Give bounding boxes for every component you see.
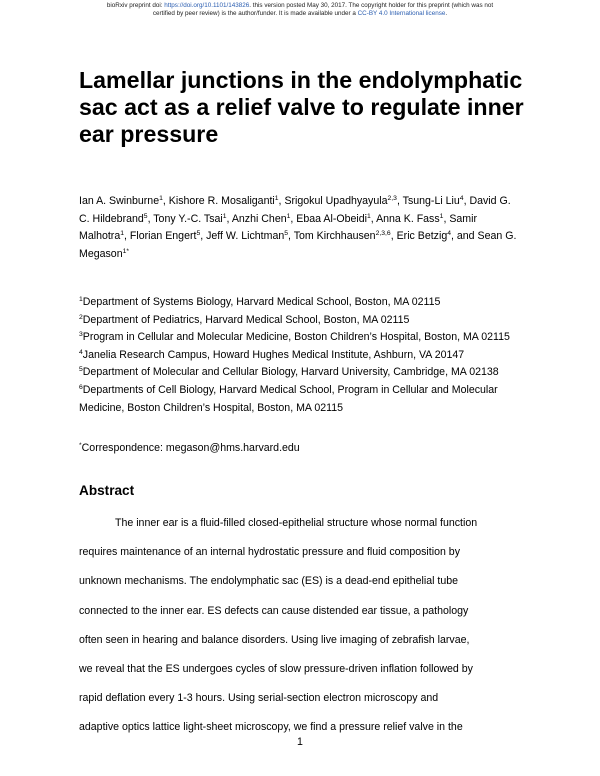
affiliation-text: Department of Molecular and Cellular Biology, Harvard University, Cambridge, MA 02138 [82, 366, 499, 379]
affiliation-text: Program in Cellular and Molecular Medicine, Boston Children’s Hospital, Boston, MA 02115 [82, 331, 510, 344]
affiliation-item [79, 312, 524, 330]
abstract-line: rapid deflation every 1-3 hours. Using serial-section electron microscopy and [79, 692, 439, 705]
correspondence-text: Correspondence: megason@hms.harvard.edu [81, 442, 300, 454]
author-name: Jeff W. Lichtman [206, 230, 285, 243]
preprint-prefix: bioRxiv preprint doi: [106, 2, 165, 9]
author-name: Florian Engert [129, 230, 197, 243]
author-affiliation-mark: 1 [120, 230, 124, 238]
preprint-line2: certified by peer review) is the author/funder. It is made available under a [152, 10, 358, 18]
author-affiliation-mark: 5 [143, 212, 148, 220]
affiliation-number: 5 [79, 366, 83, 374]
preprint-notice [0, 2, 600, 19]
affiliation-item [79, 364, 524, 382]
author-affiliation-mark: 1 [159, 195, 163, 202]
author-name: Tom Kirchhausen [293, 230, 376, 243]
preprint-end: . [445, 10, 448, 18]
affiliation-list [79, 294, 524, 417]
author-name: Kishore R. Mosaliganti [168, 195, 275, 207]
author-list: Ian A. Swinburne$^1$, Kishore R. Mosaliganti$^1$, Srigokul Upadhyayula$^{2,3}$, Tsung-Li Liu$^4$, David G. C. Hildebrand$^5$, Tony Y.-C. Tsai$^1$, Anzhi Chen$^1$, Ebaa Al-Obeidi$^1$, Anna K. Fass$^1$, Samir Malhotra$^1$, Florian Engert$^5$, Jeff W. Lichtman$^5$, Tom Kirchhausen$^{2,3,6}$, Eric Betzig$^4$, and Sean G. Megason$^{1*}$ [79, 195, 517, 260]
abstract-line: unknown mechanisms. The endolymphatic sac (ES) is a dead-end epithelial tube [79, 575, 459, 588]
author-name: Eric Betzig [396, 230, 448, 243]
author-name: Sean G. Megason [79, 230, 517, 260]
affiliation-item [79, 347, 524, 365]
author-affiliation-mark: 5 [284, 230, 289, 238]
author-affiliation-mark: 2,3,6 [375, 230, 391, 238]
doi-link[interactable]: https://doi.org/10.1101/143826 [164, 2, 250, 9]
author-name: Ian A. Swinburne [79, 195, 160, 207]
abstract-line: adaptive optics lattice light-sheet microscopy, we find a pressure relief valve in the [79, 721, 463, 734]
author-name: Srigokul Upadhyayula [284, 195, 388, 207]
correspondence-mark: * [79, 442, 82, 449]
author-affiliation-mark: 1 [222, 212, 227, 220]
page-number: 1 [297, 736, 303, 748]
affiliation-number: 2 [79, 313, 83, 321]
abstract-line: often seen in hearing and balance disorders. Using live imaging of zebrafish larvae, [79, 633, 470, 646]
affiliation-number: 1 [79, 296, 83, 303]
author-name: Tony Y.-C. Tsai [153, 212, 223, 225]
affiliation-text: Department of Systems Biology, Harvard Medical School, Boston, MA 02115 [82, 296, 441, 308]
abstract-line: The inner ear is a fluid-filled closed-epithelial structure whose normal function [115, 517, 478, 529]
author-name: David G. C. Hildebrand [79, 195, 511, 225]
abstract-heading: Abstract [79, 483, 135, 498]
abstract-body [79, 509, 524, 743]
affiliation-text: Department of Pediatrics, Harvard Medical School, Boston, MA 02115 [82, 313, 410, 326]
affiliation-text: Janelia Research Campus, Howard Hughes Medical Institute, Ashburn, VA 20147 [82, 348, 465, 361]
abstract-line: requires maintenance of an internal hydrostatic pressure and fluid composition by [79, 546, 460, 559]
author-affiliation-mark: 2,3 [387, 195, 397, 202]
author-name: Samir Malhotra [79, 212, 477, 243]
author-affiliation-mark: 4 [447, 230, 452, 238]
author-affiliation-mark: 1* [122, 247, 130, 255]
author-name: Tsung-Li Liu [402, 195, 460, 207]
abstract-line: connected to the inner ear. ES defects can cause distended ear tissue, a pathology [79, 604, 469, 617]
paper-title: Lamellar junctions in the endolymphatic sac act as a relief valve to regulate inner ear pressure [79, 67, 524, 147]
affiliation-item [79, 382, 524, 417]
author-affiliation-mark: 1 [274, 195, 279, 202]
abstract-line: we reveal that the ES undergoes cycles of slow pressure-driven inflation followed by [79, 663, 473, 676]
author-name: Anzhi Chen [231, 212, 287, 225]
correspondence [79, 440, 524, 458]
affiliation-text: Departments of Cell Biology, Harvard Medical School, Program in Cellular and Molecular Medicine, Boston Children’s Hospital, Boston, MA 02115 [79, 383, 498, 414]
preprint-middle: . this version posted May 30, 2017. The copyright holder for this preprint (which was not [249, 2, 494, 9]
affiliation-number: 3 [79, 331, 83, 339]
author-affiliation-mark: 5 [196, 230, 201, 238]
author-name: Anna K. Fass [376, 212, 440, 225]
author-affiliation-mark: 4 [459, 195, 464, 202]
author-name: Ebaa Al-Obeidi [296, 212, 367, 225]
affiliation-number: 4 [79, 348, 83, 356]
affiliation-item [79, 329, 524, 347]
license-link[interactable]: CC-BY 4.0 International license [357, 10, 446, 18]
affiliation-number: 6 [79, 383, 83, 391]
author-affiliation-mark: 1 [439, 212, 444, 220]
affiliation-item [79, 294, 524, 312]
author-affiliation-mark: 1 [286, 212, 291, 220]
author-affiliation-mark: 1 [366, 212, 371, 220]
